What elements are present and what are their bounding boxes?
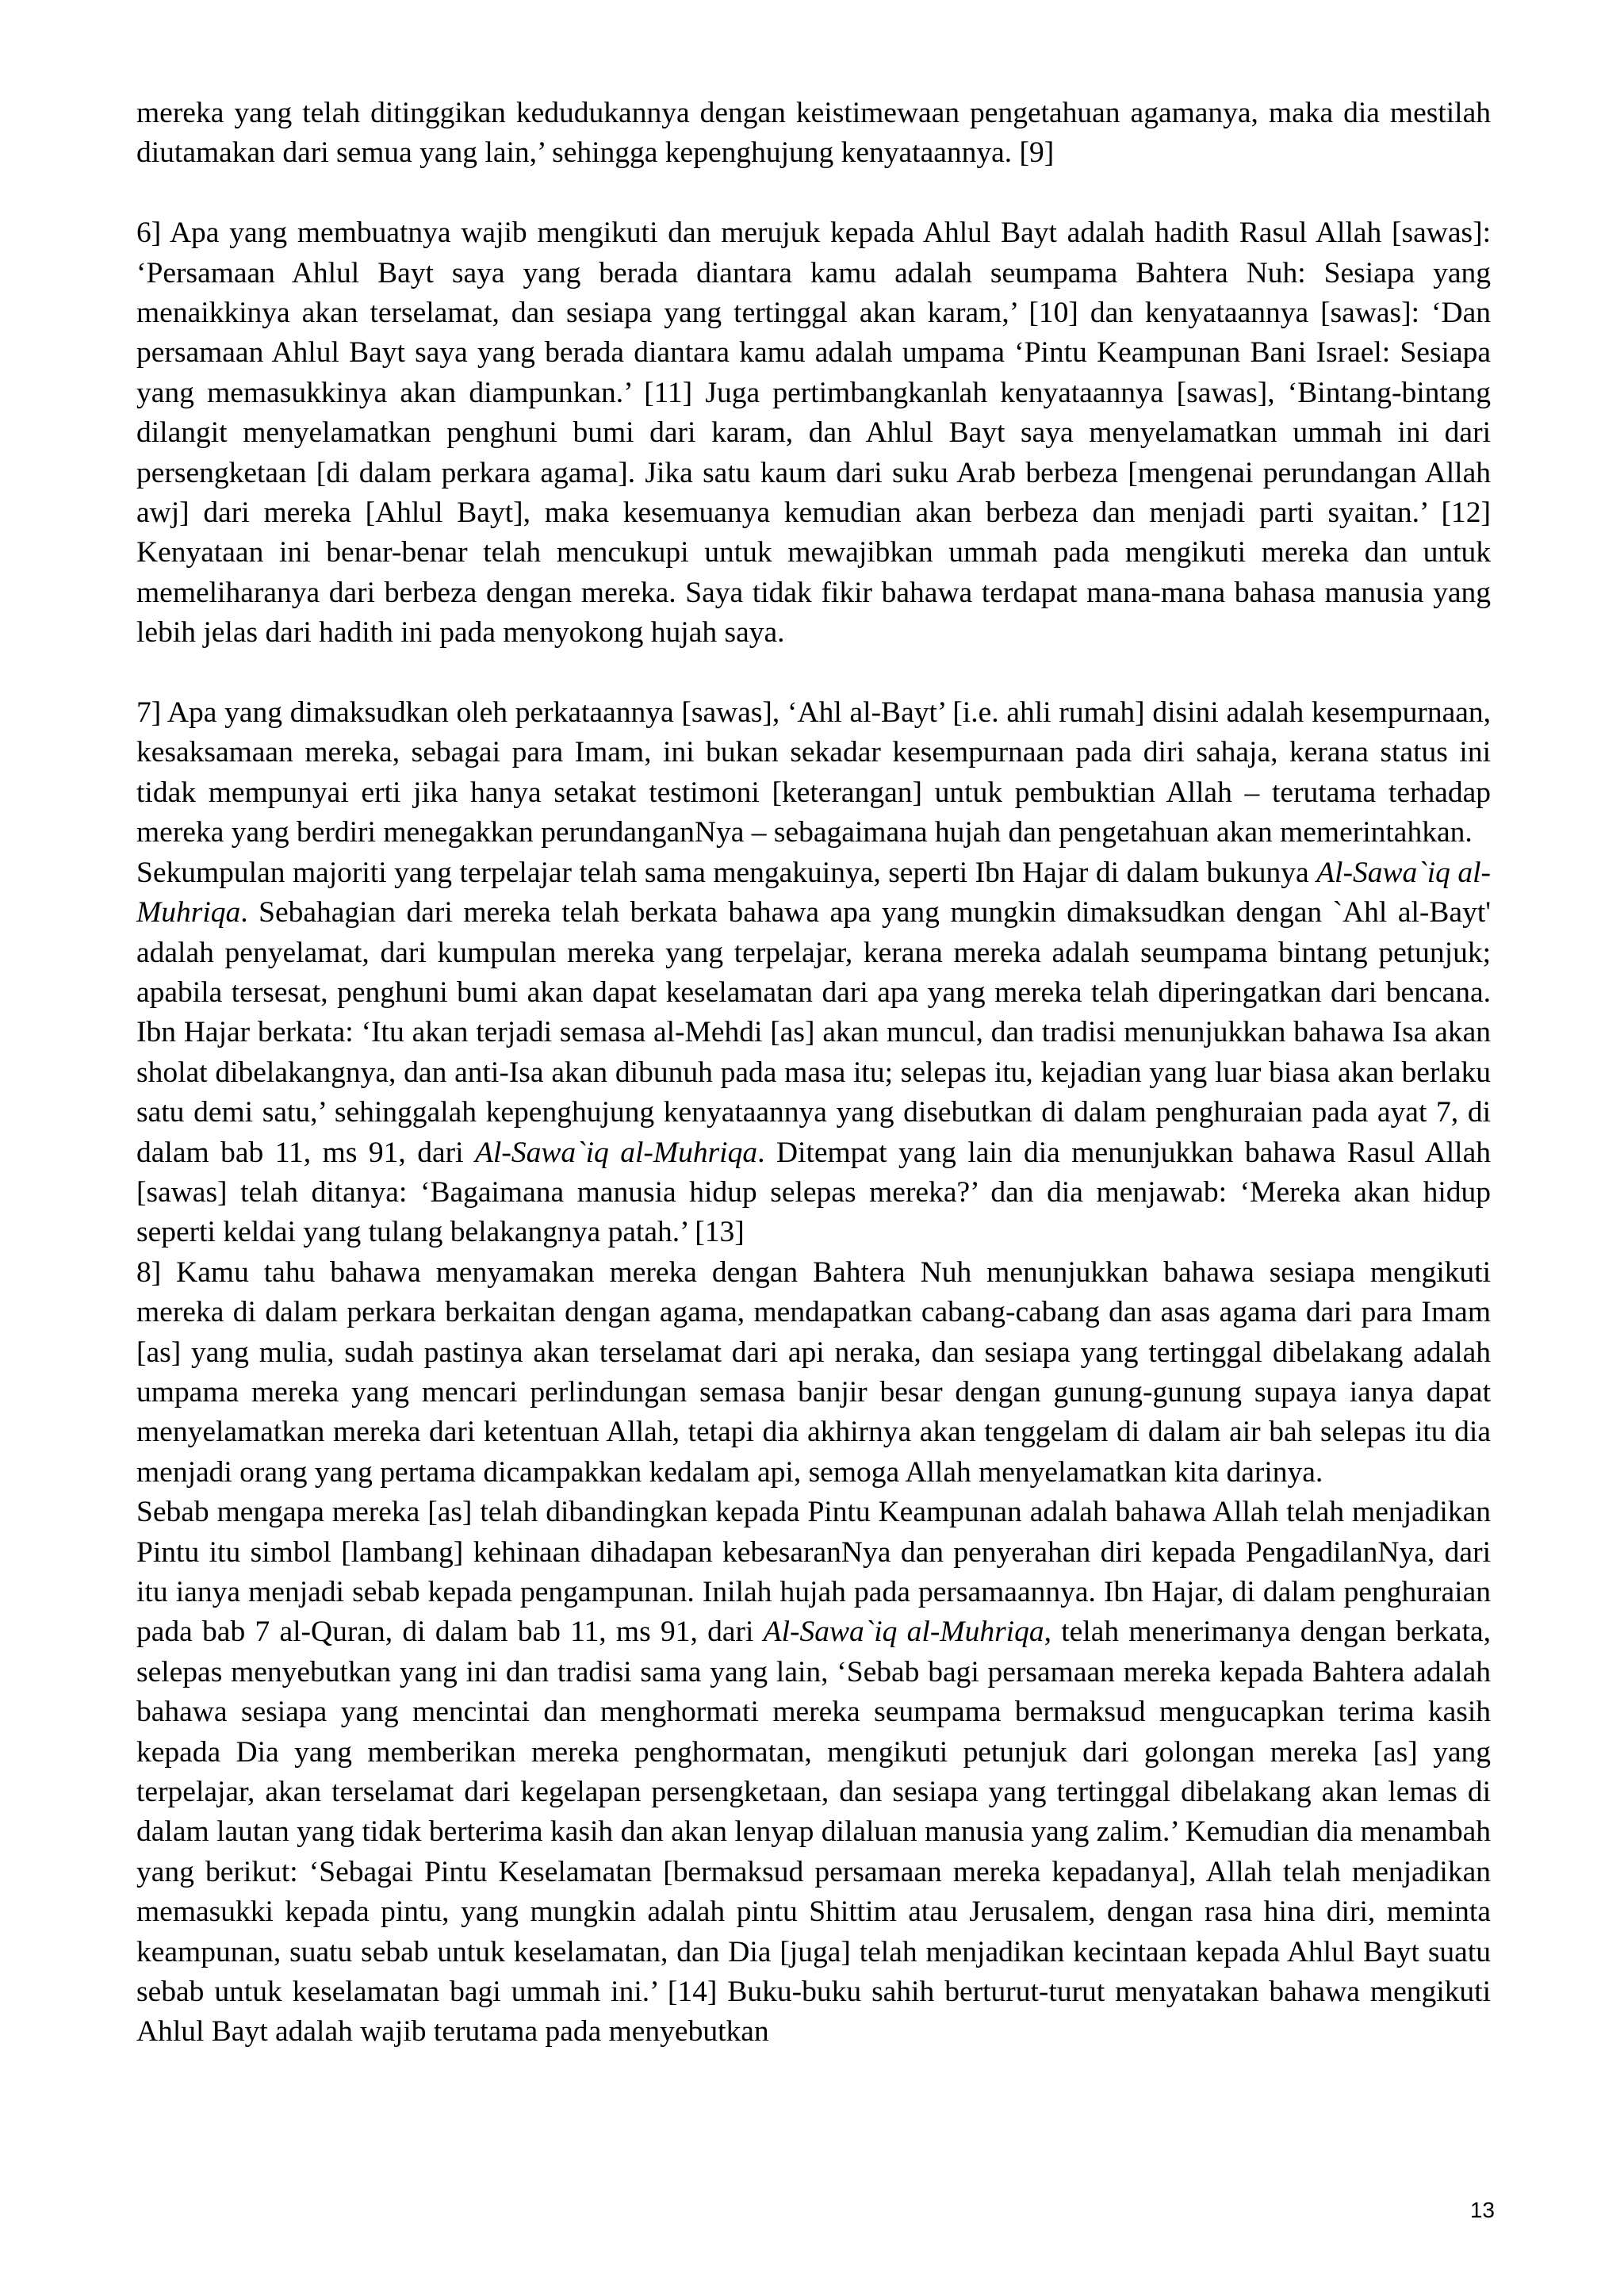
text-run: , telah menerimanya dengan berkata, selepas menyebutkan yang ini dan tradisi sama yang lain, ‘Sebab bagi persamaan mereka kepada Bahtera adalah bahawa sesiapa yang mencintai dan menghormati mereka seumpama bermaksud mengucapkan terima kasih kepada Dia yang memberikan mereka penghormatan, mengikuti petunjuk dari golongan mereka [as] yang terpelajar, akan terselamat dari kegelapan persengketaan, dan sesiapa yang tertinggal dibelakang akan lemas di dalam lautan yang tidak berterima kasih dan akan lenyap dilaluan manusia yang zalim.’ Kemudian dia menambah yang berikut: ‘Sebagai Pintu Keselamatan [bermaksud persamaan mereka kepadanya], Allah telah menjadikan memasukki kepada pintu, yang mungkin adalah pintu Shittim atau Jerusalem, dengan rasa hina diri, meminta keampunan, suatu sebab untuk keselamatan, dan Dia [juga] telah menjadikan kecintaan kepada Ahlul Bayt suatu sebab untuk keselamatan bagi ummah ini.’ [14] Buku-buku sahih berturut-turut menyatakan bahawa mengikuti Ahlul Bayt adalah wajib terutama pada menyebutkan <box>136 1616 1492 2049</box>
text-run: Sekumpulan majoriti yang terpelajar telah sama mengakuinya, seperti Ibn Hajar di dalam bukunya <box>136 856 1317 889</box>
body-text <box>136 94 1491 2053</box>
page-number: 13 <box>1469 2198 1495 2222</box>
book-title: Al-Sawa`iq al-Muhriqa <box>136 856 1491 930</box>
text-run: . Ditempat yang lain dia menunjukkan bahawa Rasul Allah [sawas] telah ditanya: ‘Bagaimana manusia hidup selepas mereka?’ dan dia menjawab: ‘Mereka akan hidup seperti keldai yang tulang belakangnya patah.’ [13] <box>136 1136 1491 1249</box>
paragraph-ibn-hajar <box>136 853 1491 1253</box>
paragraph-1: mereka yang telah ditinggikan kedudukannya dengan keistimewaan pengetahuan agamanya, maka dia mestilah diutamakan dari semua yang lain,’ sehingga kepenghujung kenyataannya. [9] <box>136 97 1491 170</box>
book-title: Al-Sawa`iq al-Muhriqa <box>475 1136 758 1169</box>
book-title: Al-Sawa`iq al-Muhriqa <box>763 1616 1044 1649</box>
paragraph-8: 8] Kamu tahu bahawa menyamakan mereka dengan Bahtera Nuh menunjukkan bahawa sesiapa mengikuti mereka di dalam perkara berkaitan dengan agama, mendapatkan cabang-cabang dan asas agama dari para Imam [as] yang mulia, sudah pastinya akan terselamat dari api neraka, dan sesiapa yang tertinggal dibelakang adalah umpama mereka yang mencari perlindungan semasa banjir besar dengan gunung-gunung supaya ianya dapat menyelamatkan mereka dari ketentuan Allah, tetapi dia akhirnya akan tenggelam di dalam air bah selepas itu dia menjadi orang yang pertama dicampakkan kedalam api, semoga Allah menyelamatkan kita darinya. <box>136 1255 1491 1489</box>
text-run: Sebab mengapa mereka [as] telah dibandingkan kepada Pintu Keampunan adalah bahawa Allah telah menjadikan Pintu itu simbol [lambang] kehinaan dihadapan kebesaranNya dan penyerahan diri kepada PengadilanNya, dari itu ianya menjadi sebab kepada pengampunan. Inilah hujah pada persamaannya. Ibn Hajar, di dalam penghuraian pada bab 7 al-Quran, di dalam bab 11, ms 91, dari <box>136 1496 1491 1649</box>
paragraph-7: 7] Apa yang dimaksudkan oleh perkataannya [sawas], ‘Ahl al-Bayt’ [i.e. ahli rumah] disini adalah kesempurnaan, kesaksamaan mereka, sebagai para Imam, ini bukan sekadar kesempurnaan pada diri sahaja, kerana status ini tidak mempunyai erti jika hanya setakat testimoni [keterangan] untuk pembuktian Allah – terutama terhadap mereka yang berdiri menegakkan perundanganNya – sebagaimana hujah dan pengetahuan akan memerintahkan. <box>136 696 1491 849</box>
paragraph-pintu-keampunan <box>136 1493 1491 2053</box>
text-run: . Sebahagian dari mereka telah berkata bahawa apa yang mungkin dimaksudkan dengan `Ahl al-Bayt' adalah penyelamat, dari kumpulan mereka yang terpelajar, kerana mereka adalah seumpama bintang petunjuk; apabila tersesat, penghuni bumi akan dapat keselamatan dari apa yang mereka telah diperingatkan dari bencana. Ibn Hajar berkata: ‘Itu akan terjadi semasa al-Mehdi [as] akan muncul, dan tradisi menunjukkan bahawa Isa akan sholat dibelakangnya, dan anti-Isa akan dibunuh pada masa itu; selepas itu, kejadian yang luar biasa akan berlaku satu demi satu,’ sehinggalah kepenghujung kenyataannya yang disebutkan di dalam penghuraian pada ayat 7, di dalam bab 11, ms 91, dari <box>136 896 1491 1169</box>
paragraph-6: 6] Apa yang membuatnya wajib mengikuti dan merujuk kepada Ahlul Bayt adalah hadith Rasul Allah [sawas]: ‘Persamaan Ahlul Bayt saya yang berada diantara kamu adalah seumpama Bahtera Nuh: Sesiapa yang menaikkinya akan terselamat, dan sesiapa yang tertinggal akan karam,’ [10] dan kenyataannya [sawas]: ‘Dan persamaan Ahlul Bayt saya yang berada diantara kamu adalah umpama ‘Pintu Keampunan Bani Israel: Sesiapa yang memasukkinya akan diampunkan.’ [11] Juga pertimbangkanlah kenyataannya [sawas], ‘Bintang-bintang dilangit menyelamatkan penghuni bumi dari karam, dan Ahlul Bayt saya menyelamatkan ummah ini dari persengketaan [di dalam perkara agama]. Jika satu kaum dari suku Arab berbeza [mengenai perundangan Allah awj] dari mereka [Ahlul Bayt], maka kesemuanya kemudian akan berbeza dan menjadi parti syaitan.’ [12] Kenyataan ini benar-benar telah mencukupi untuk mewajibkan ummah pada mengikuti mereka dan untuk memeliharanya dari berbeza dengan mereka. Saya tidak fikir bahawa terdapat mana-mana bahasa manusia yang lebih jelas dari hadith ini pada menyokong hujah saya. <box>136 217 1491 650</box>
